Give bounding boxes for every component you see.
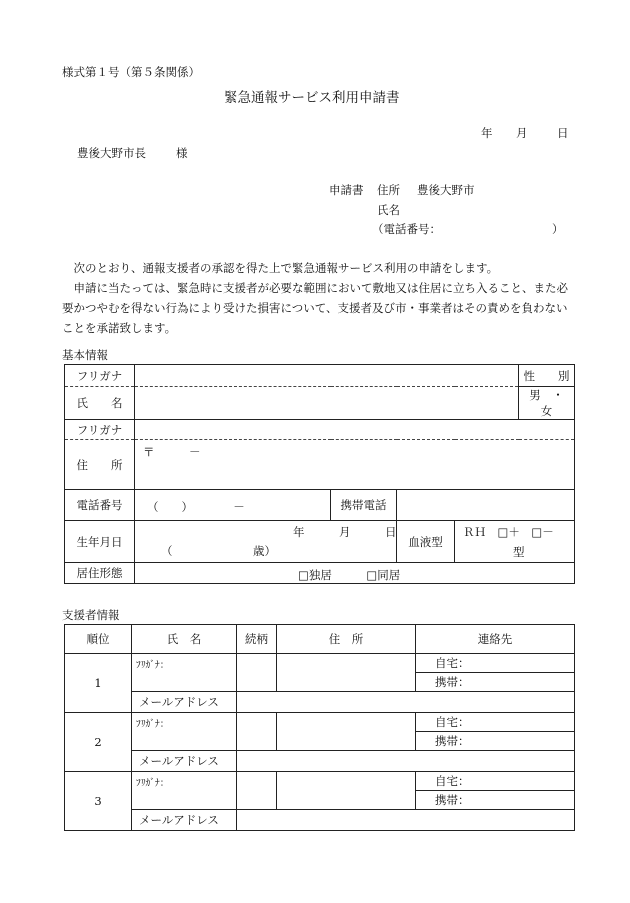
mobile-label: 携帯電話: [331, 490, 397, 521]
mobile-input[interactable]: [397, 490, 575, 521]
mobile-label: 携帯：: [435, 734, 470, 748]
phone-input[interactable]: [135, 490, 331, 521]
consent-paragraph: 申請に当たっては、緊急時に支援者が必要な範囲において敷地又は住居に立ち入ること、また必要かつやむを得ない行為により受けた損害について、支援者及び市・事業者はその責めを負わないことを承諾致します。: [62, 281, 568, 335]
form-number: 様式第１号（第５条関係）: [62, 65, 200, 79]
supporter-email-label: メールアドレス: [132, 692, 237, 713]
supporter-email-input[interactable]: [237, 810, 575, 831]
header-address: 住 所: [277, 625, 416, 654]
gender-label: 性 別: [519, 365, 575, 387]
intro-paragraph: 次のとおり、通報支援者の承認を得た上で緊急通報サービス利用の申請をします。: [73, 261, 499, 275]
home-label: 自宅：: [435, 774, 470, 788]
supporter-email-input[interactable]: [237, 751, 575, 772]
supporter-home-phone[interactable]: [416, 654, 575, 673]
date-year: 年: [481, 126, 493, 140]
supporter-furigana-label: ﾌﾘｶﾞﾅ：: [136, 660, 170, 671]
header-rank: 順位: [65, 625, 132, 654]
name-input[interactable]: [135, 387, 519, 420]
home-label: 自宅：: [435, 715, 470, 729]
date-month: 月: [516, 126, 528, 140]
addressee: 豊後大野市長: [77, 146, 146, 160]
name-label: 氏 名: [65, 387, 135, 420]
birthdate-ymd: 年 月 日: [293, 525, 397, 539]
furigana-label: フリガナ: [65, 365, 135, 387]
applicant-phone-label: （電話番号：: [372, 222, 441, 236]
supporter-address-input[interactable]: [277, 713, 416, 751]
supporter-mobile-phone[interactable]: [416, 673, 575, 692]
furigana-input[interactable]: [135, 365, 519, 387]
supporter-relation-input[interactable]: [237, 772, 277, 810]
phone-label: 電話番号: [65, 490, 135, 521]
supporter-address-input[interactable]: [277, 654, 416, 692]
blood-type-unit: 型: [513, 545, 525, 559]
residence-options[interactable]: [135, 563, 575, 584]
header-name: 氏 名: [132, 625, 237, 654]
birthdate-label: 生年月日: [65, 521, 135, 563]
home-label: 自宅：: [435, 656, 470, 670]
supporter-furigana-label: ﾌﾘｶﾞﾅ：: [136, 719, 170, 730]
supporter-home-phone[interactable]: [416, 713, 575, 732]
postal-mark: 〒 －: [143, 445, 201, 459]
birthdate-age: （ 歳）: [161, 544, 276, 558]
supporter-name-input[interactable]: [132, 654, 237, 692]
supporter-email-label: メールアドレス: [132, 810, 237, 831]
applicant-label: 申請書: [329, 183, 364, 197]
rh-options: ＲＨ □＋ □－: [463, 525, 554, 539]
supporter-table: [64, 624, 575, 831]
applicant-address-value: 豊後大野市: [417, 183, 475, 197]
furigana2-label: フリガナ: [65, 420, 135, 440]
supporter-address-input[interactable]: [277, 772, 416, 810]
applicant-phone-close: ）: [552, 222, 564, 236]
mobile-label: 携帯：: [435, 793, 470, 807]
blood-type-input[interactable]: [455, 521, 575, 563]
header-contact: 連絡先: [416, 625, 575, 654]
supporter-name-input[interactable]: [132, 713, 237, 751]
supporter-email-label: メールアドレス: [132, 751, 237, 772]
supporter-mobile-phone[interactable]: [416, 791, 575, 810]
supporter-furigana-label: ﾌﾘｶﾞﾅ：: [136, 778, 170, 789]
applicant-name-label: 氏名: [377, 203, 400, 217]
address-input[interactable]: [135, 440, 575, 490]
residence-checkboxes: □独居 □同居: [298, 568, 401, 582]
supporter-home-phone[interactable]: [416, 772, 575, 791]
date-day: 日: [557, 126, 569, 140]
gender-value[interactable]: 男 ・ 女: [519, 387, 575, 420]
address-furigana-input[interactable]: [135, 420, 575, 440]
header-relation: 続柄: [237, 625, 277, 654]
page-title: 緊急通報サービス利用申請書: [224, 90, 400, 106]
blood-type-label: 血液型: [397, 521, 455, 563]
basic-info-title: 基本情報: [62, 348, 108, 362]
supporter-relation-input[interactable]: [237, 713, 277, 751]
supporter-rank: 2: [65, 713, 132, 772]
phone-format: （ ） －: [147, 500, 245, 514]
birthdate-input[interactable]: [135, 521, 397, 563]
basic-info-table: [64, 364, 575, 584]
supporter-rank: 3: [65, 772, 132, 831]
addressee-honorific: 様: [176, 146, 188, 160]
supporter-email-input[interactable]: [237, 692, 575, 713]
residence-label: 居住形態: [65, 563, 135, 584]
supporter-name-input[interactable]: [132, 772, 237, 810]
address-label: 住 所: [65, 440, 135, 490]
supporter-info-title: 支援者情報: [62, 608, 120, 622]
supporter-relation-input[interactable]: [237, 654, 277, 692]
supporter-mobile-phone[interactable]: [416, 732, 575, 751]
applicant-address-label: 住所: [377, 183, 400, 197]
mobile-label: 携帯：: [435, 675, 470, 689]
supporter-rank: 1: [65, 654, 132, 713]
